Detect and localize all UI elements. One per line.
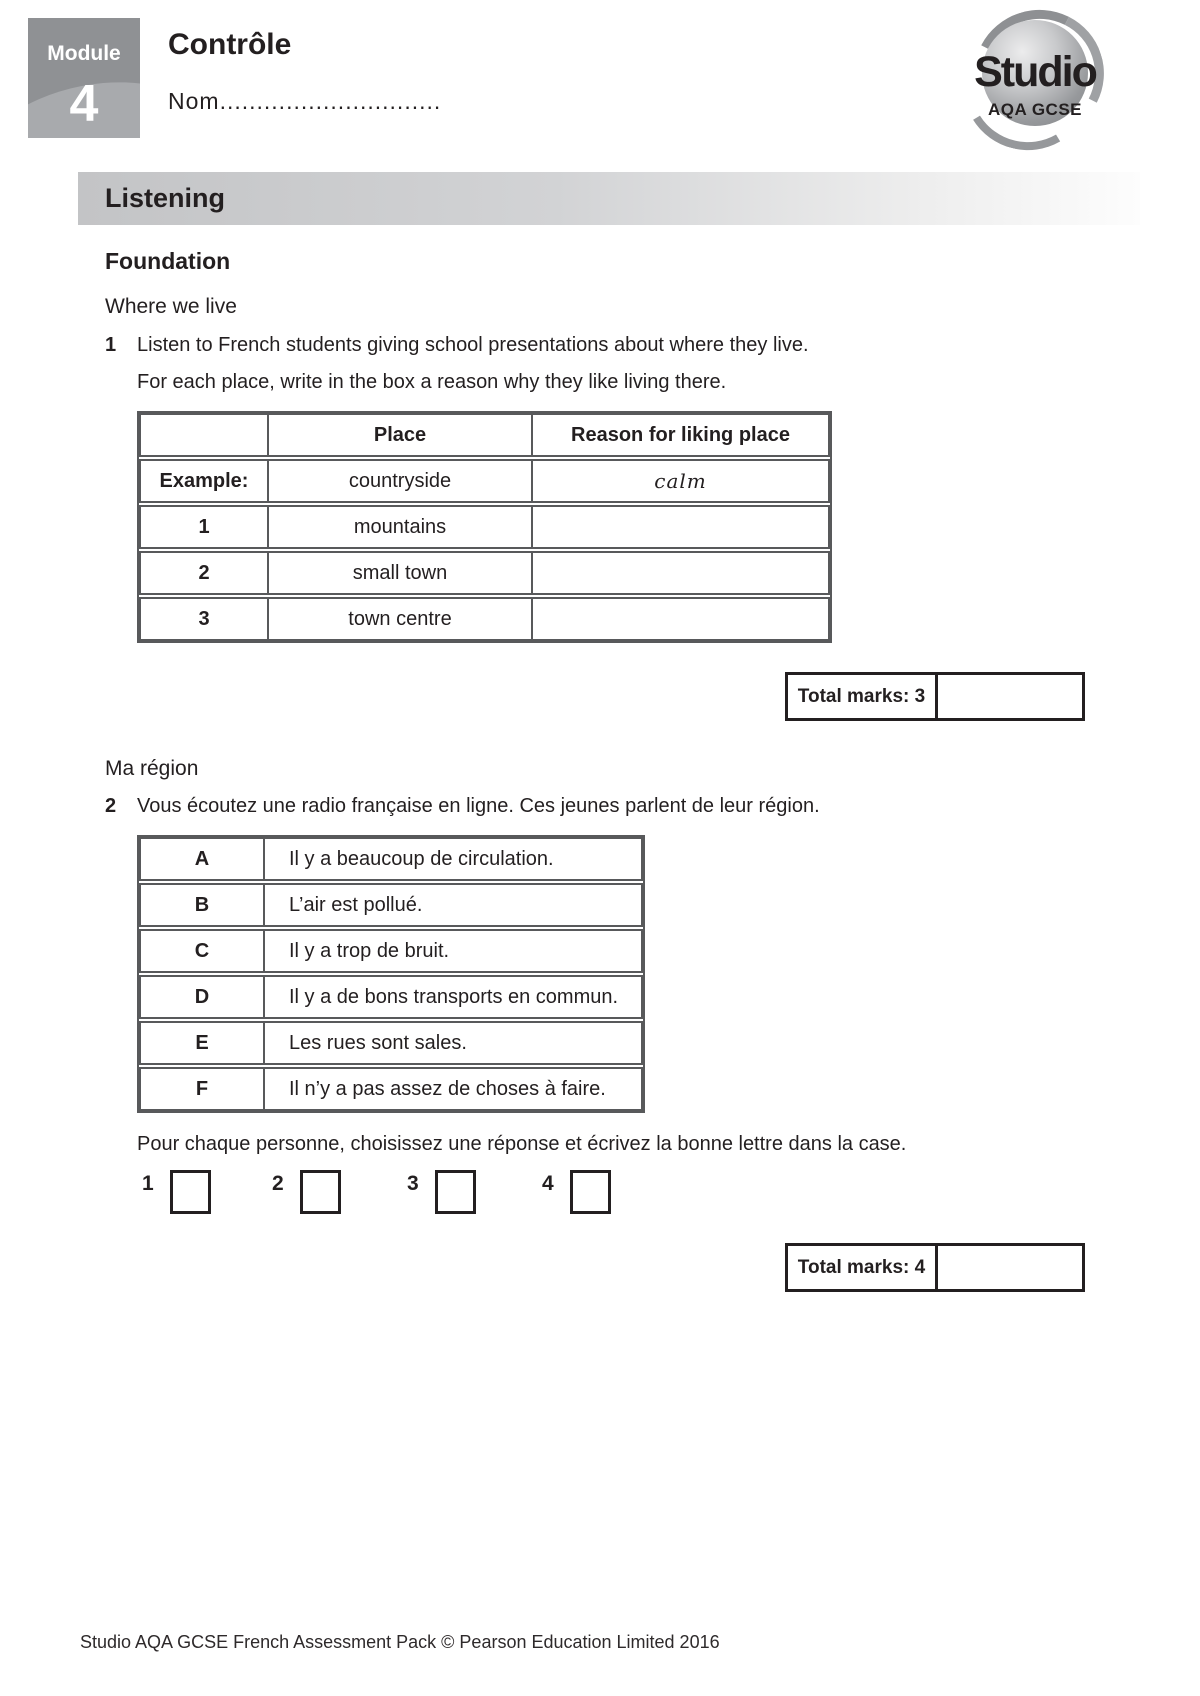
answer-number: 3: [407, 1172, 419, 1195]
options-table: [137, 835, 645, 1113]
studio-logo: [950, 6, 1120, 146]
table-row: [139, 551, 830, 595]
option-letter: B: [194, 893, 210, 916]
header-cell-place: Place: [267, 415, 531, 455]
name-label: Nom: [168, 88, 220, 114]
page-title: Contrôle: [168, 28, 292, 61]
row-label: Example:: [159, 469, 249, 492]
place-cell: mountains: [267, 507, 531, 547]
answer-box[interactable]: [170, 1170, 211, 1214]
place-cell: countryside: [267, 461, 531, 501]
total-marks-label: Total marks: 3: [788, 675, 938, 718]
level-heading: Foundation: [105, 248, 231, 274]
module-badge: [28, 18, 140, 138]
logo-subtitle: AQA GCSE: [987, 100, 1083, 119]
table-header-row: [139, 413, 830, 457]
task1-instruction-line1: Listen to French students giving school presentations about where they live.: [137, 334, 809, 356]
option-row: [139, 929, 643, 973]
option-text: Les rues sont sales.: [263, 1023, 641, 1063]
row-label: 3: [198, 607, 210, 630]
answer-box[interactable]: [570, 1170, 611, 1214]
reason-answer-cell[interactable]: [531, 553, 828, 593]
task2-heading: Ma région: [105, 757, 199, 780]
total-marks-box: [785, 1243, 1085, 1292]
option-letter: C: [194, 939, 210, 962]
answer-box[interactable]: [300, 1170, 341, 1214]
task1-number: 1: [105, 334, 117, 356]
option-row: [139, 975, 643, 1019]
option-text: Il n’y a pas assez de choses à faire.: [263, 1069, 641, 1109]
table-row: [139, 597, 830, 641]
places-table: [137, 411, 832, 643]
answer-group: [407, 1170, 476, 1214]
answer-number: 4: [542, 1172, 554, 1195]
answer-number: 1: [142, 1172, 154, 1195]
option-row: [139, 1067, 643, 1111]
option-letter: D: [194, 985, 210, 1008]
header-cell-reason: Reason for liking place: [531, 415, 828, 455]
answer-number: 2: [272, 1172, 284, 1195]
section-title: Listening: [105, 183, 225, 213]
place-cell: town centre: [267, 599, 531, 639]
module-number: 4: [69, 75, 99, 133]
marks-entry-cell[interactable]: [938, 1246, 1082, 1289]
task2-instruction: Vous écoutez une radio française en ligne. Ces jeunes parlent de leur région.: [137, 795, 820, 817]
answer-group: [272, 1170, 341, 1214]
footer-copyright: Studio AQA GCSE French Assessment Pack © Pearson Education Limited 2016: [80, 1632, 720, 1652]
answer-box[interactable]: [435, 1170, 476, 1214]
option-text: L’air est pollué.: [263, 885, 641, 925]
logo-brand-text: Studio: [974, 48, 1096, 96]
option-letter: A: [194, 847, 210, 870]
task2-choose-instruction: Pour chaque personne, choisissez une réponse et écrivez la bonne lettre dans la case.: [137, 1133, 907, 1155]
table-row-example: [139, 459, 830, 503]
option-text: Il y a de bons transports en commun.: [263, 977, 641, 1017]
place-cell: small town: [267, 553, 531, 593]
option-letter: F: [195, 1077, 209, 1100]
option-row: [139, 837, 643, 881]
option-text: Il y a beaucoup de circulation.: [263, 839, 641, 879]
name-field[interactable]: [168, 88, 441, 115]
row-label: 1: [198, 515, 210, 538]
option-row: [139, 1021, 643, 1065]
table-row: [139, 505, 830, 549]
task2-number: 2: [105, 795, 117, 817]
section-header-bar: [78, 172, 1140, 225]
answer-group: [542, 1170, 611, 1214]
total-marks-box: [785, 672, 1085, 721]
reason-cell: calm: [531, 461, 828, 501]
reason-answer-cell[interactable]: [531, 507, 828, 547]
task1-instruction-line2: For each place, write in the box a reason why they like living there.: [137, 371, 727, 393]
option-row: [139, 883, 643, 927]
header-cell-blank: [141, 415, 267, 455]
total-marks-label: Total marks: 4: [788, 1246, 938, 1289]
answer-group: [142, 1170, 211, 1214]
row-label: 2: [198, 561, 210, 584]
answer-boxes-row: [142, 1170, 842, 1220]
option-text: Il y a trop de bruit.: [263, 931, 641, 971]
option-letter: E: [195, 1031, 209, 1054]
name-dotted-line[interactable]: ..............................: [219, 88, 442, 114]
reason-answer-cell[interactable]: [531, 599, 828, 639]
marks-entry-cell[interactable]: [938, 675, 1082, 718]
module-label: Module: [47, 42, 121, 65]
task1-heading: Where we live: [105, 295, 237, 318]
